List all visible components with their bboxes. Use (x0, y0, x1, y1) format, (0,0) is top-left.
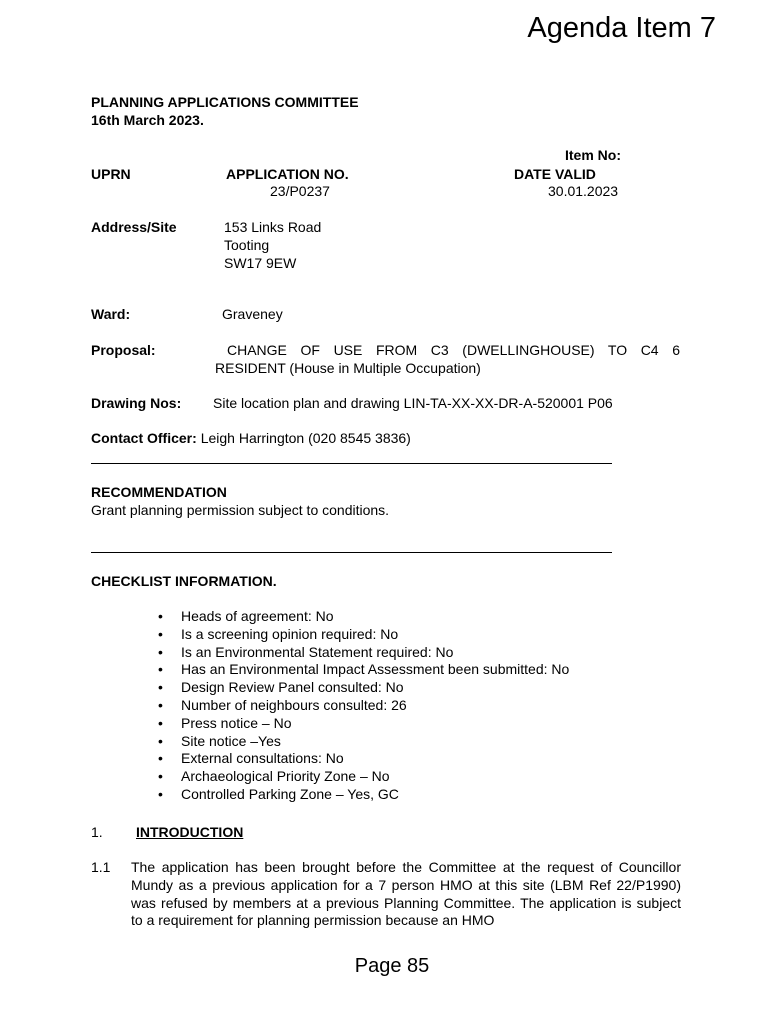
checklist-heading: CHECKLIST INFORMATION. (91, 573, 277, 589)
address-line-2: Tooting (224, 237, 270, 253)
paragraph-number: 1.1 (91, 859, 111, 875)
recommendation-heading: RECOMMENDATION (91, 484, 227, 500)
application-no-label: APPLICATION NO. (226, 166, 349, 182)
address-line-1: 153 Links Road (224, 219, 322, 235)
list-item: • Site notice –Yes (158, 733, 569, 751)
item-no-label: Item No: (565, 147, 621, 163)
list-item: • Controlled Parking Zone – Yes, GC (158, 786, 569, 804)
ward-label: Ward: (91, 306, 131, 322)
address-line-3: SW17 9EW (224, 255, 297, 271)
proposal-line-1: CHANGE OF USE FROM C3 (DWELLINGHOUSE) TO C4 6 (227, 342, 680, 358)
contact-officer (91, 430, 411, 446)
list-item: • External consultations: No (158, 750, 569, 768)
divider-2 (91, 552, 612, 553)
proposal-line-2: RESIDENT (House in Multiple Occupation) (215, 360, 481, 376)
list-item: • Number of neighbours consulted: 26 (158, 697, 569, 715)
date-valid-value: 30.01.2023 (548, 183, 619, 199)
page-number: Page 85 (354, 955, 430, 977)
list-item: • Heads of agreement: No (158, 608, 569, 626)
contact-value: Leigh Harrington (020 8545 3836) (200, 430, 411, 446)
uprn-label: UPRN (91, 166, 131, 182)
application-no-value: 23/P0237 (270, 183, 330, 199)
list-item: • Has an Environmental Impact Assessment been submitted: No (158, 661, 569, 679)
introduction-heading: INTRODUCTION (136, 824, 244, 840)
committee-date: 16th March 2023. (91, 112, 204, 128)
list-item: • Is an Environmental Statement required: No (158, 644, 569, 662)
divider-1 (91, 463, 612, 464)
contact-label: Contact Officer: (91, 430, 197, 446)
proposal-label: Proposal: (91, 342, 156, 358)
checklist-list (158, 608, 569, 804)
address-label: Address/Site (91, 219, 177, 235)
list-item: • Is a screening opinion required: No (158, 626, 569, 644)
date-valid-label: DATE VALID (514, 166, 596, 182)
agenda-item-title: Agenda Item 7 (527, 12, 716, 44)
drawing-value: Site location plan and drawing LIN-TA-XX-XX-DR-A-520001 P06 (213, 395, 613, 411)
recommendation-text: Grant planning permission subject to conditions. (91, 502, 390, 518)
ward-value: Graveney (222, 306, 283, 322)
drawing-label: Drawing Nos: (91, 395, 182, 411)
section-number: 1. (91, 824, 103, 840)
list-item: • Design Review Panel consulted: No (158, 679, 569, 697)
committee-name: PLANNING APPLICATIONS COMMITTEE (91, 94, 359, 110)
list-item: • Archaeological Priority Zone – No (158, 768, 569, 786)
introduction-paragraph: The application has been brought before the Committee at the request of Councillor Mundy as a previous application for a 7 person HMO at this site (LBM Ref 22/P1990) was refused by members at a previous Planning Committee. The application is subject to a requirement for planning permission because an HMO (131, 859, 681, 929)
list-item: • Press notice – No (158, 715, 569, 733)
